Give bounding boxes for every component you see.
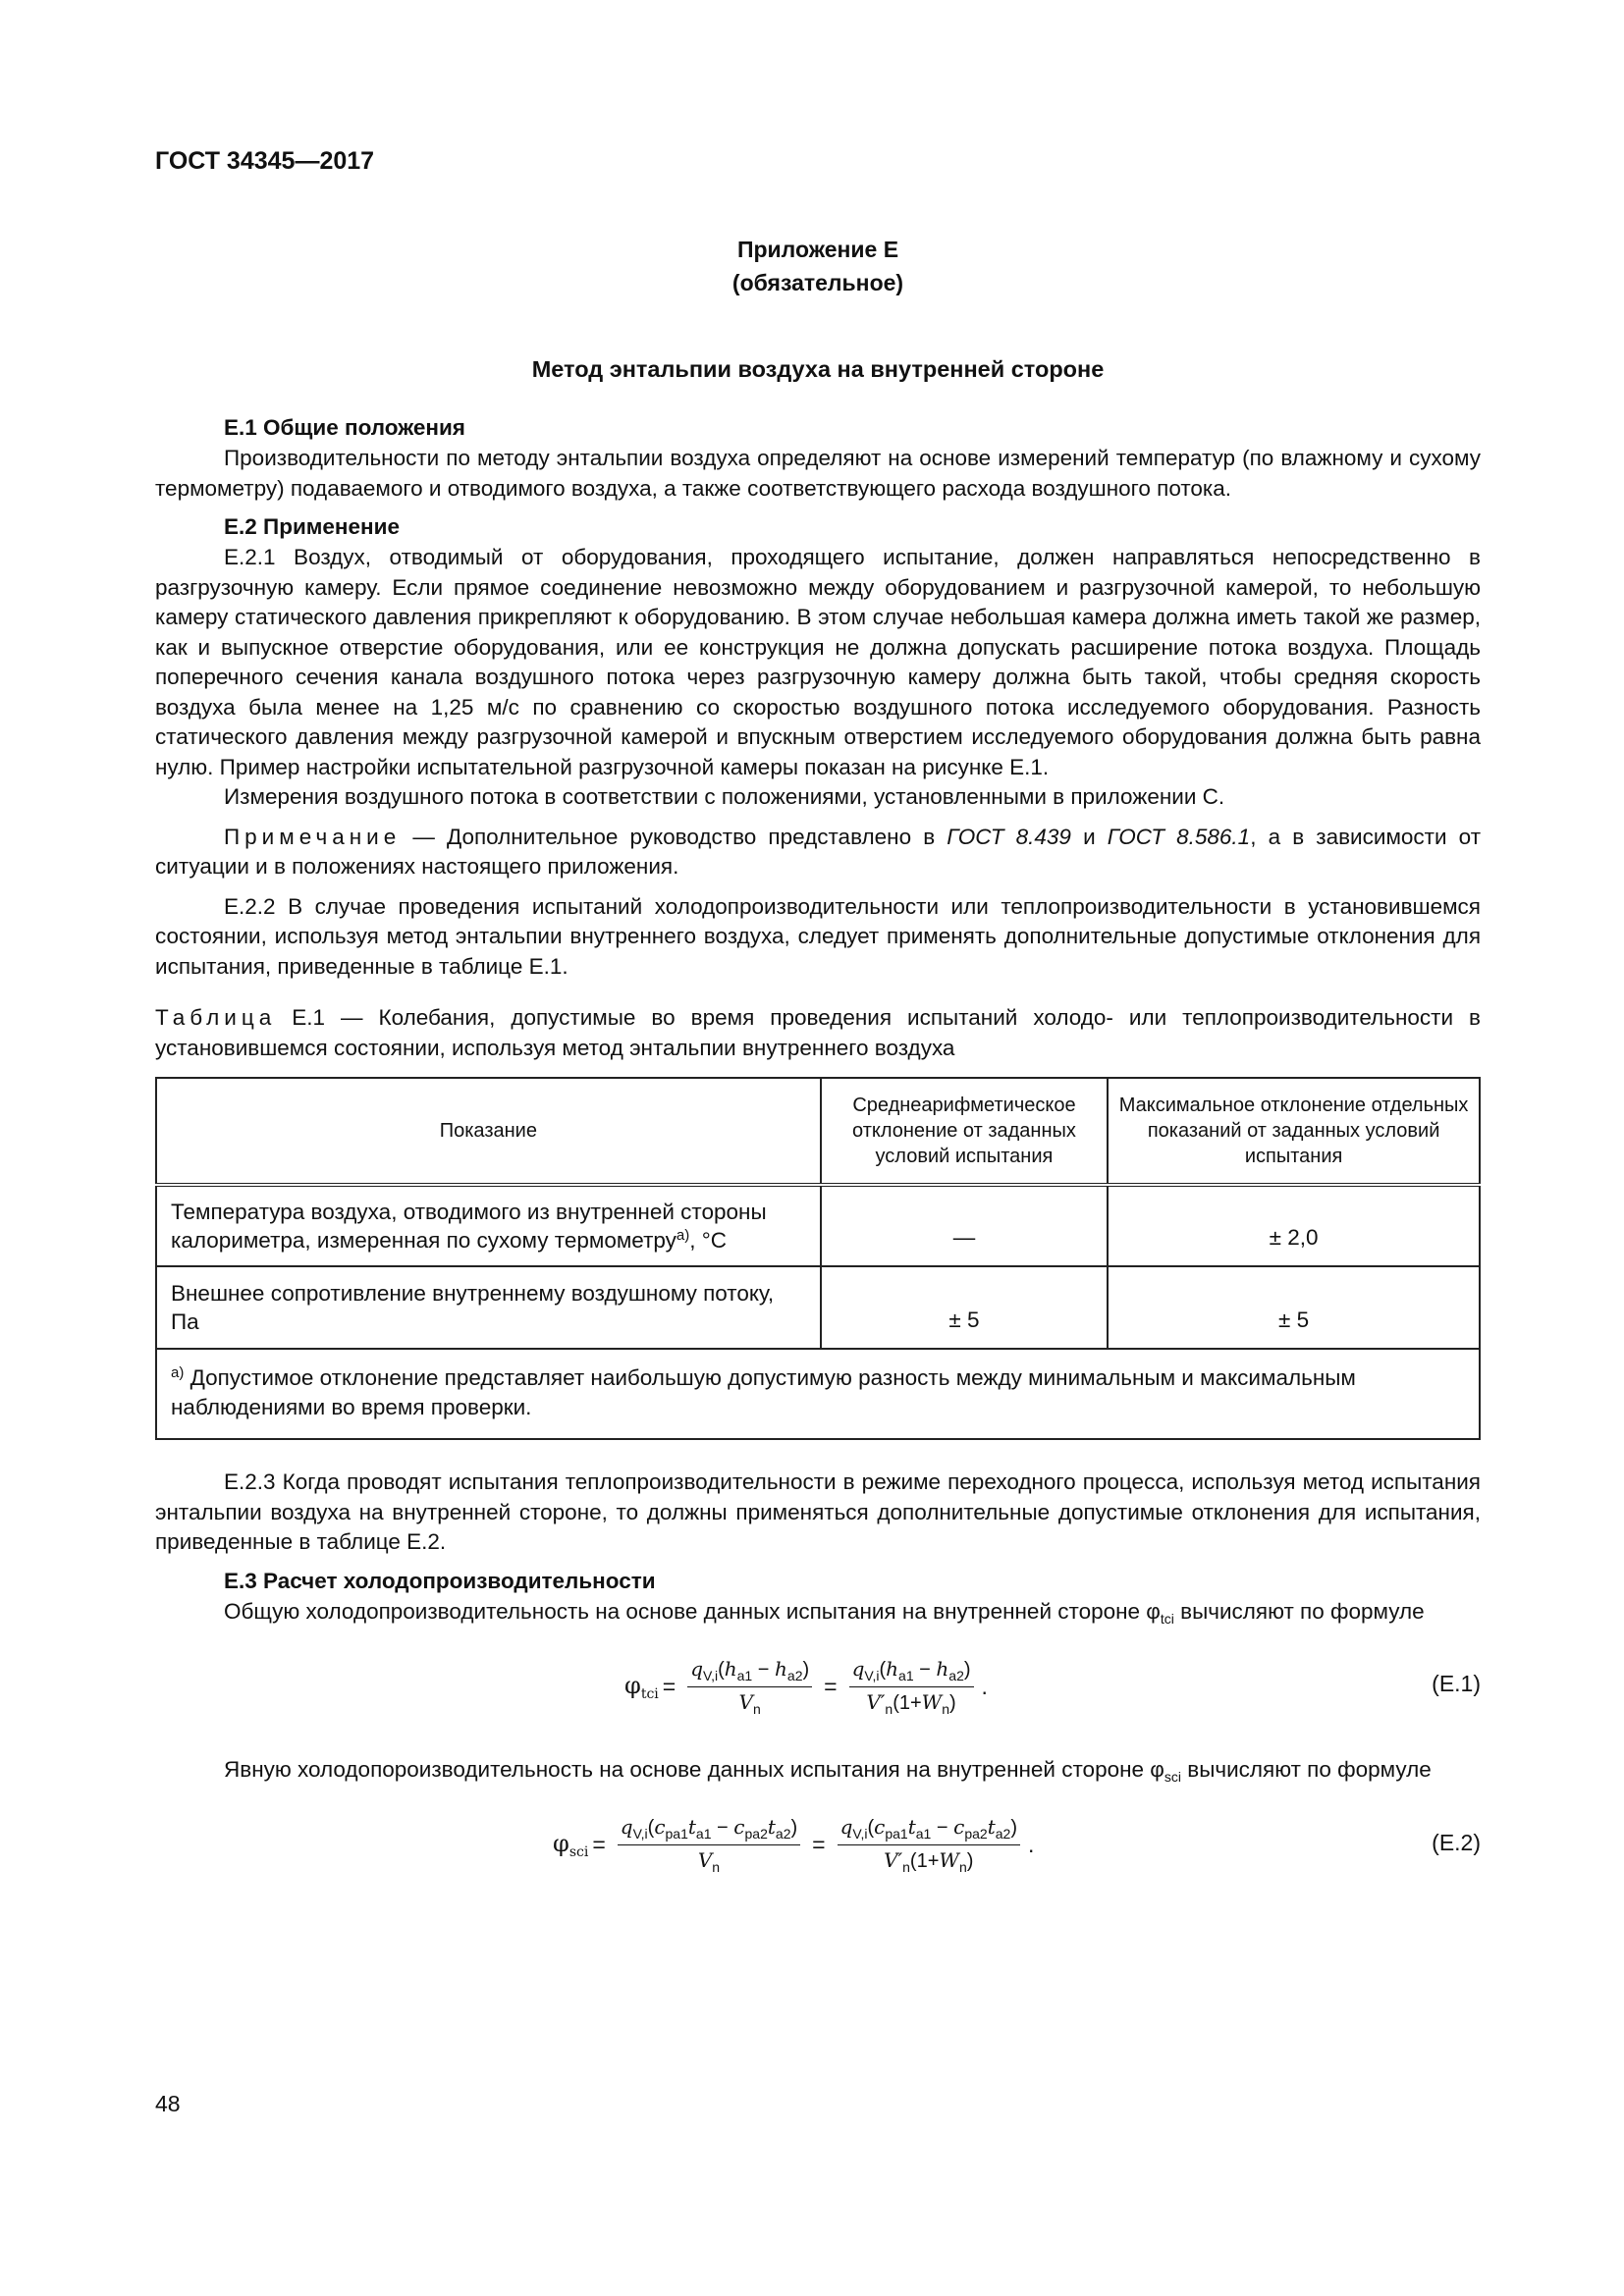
cell-max: ± 5 bbox=[1108, 1266, 1480, 1349]
header-max-deviation: Максимальное отклонение отдельных показаний от заданных условий испытания bbox=[1108, 1078, 1480, 1185]
heading-e2: Е.2 Применение bbox=[224, 514, 400, 539]
reading-text: Температура воздуха, отводимого из внутренней стороны калориметра, измеренная по сухому термометру bbox=[171, 1200, 767, 1253]
note-and: и bbox=[1070, 824, 1108, 849]
annex-title: Приложение Е bbox=[736, 237, 899, 262]
table-footnote bbox=[156, 1349, 1480, 1439]
note-label: Примечание bbox=[224, 824, 402, 849]
paragraph-e2-1-flow: Измерения воздушного потока в соответствии с положениями, установленными в приложении С. bbox=[224, 784, 1225, 809]
table-footnote-row bbox=[156, 1349, 1480, 1439]
note-paragraph bbox=[155, 823, 1481, 882]
annex-status: (обязательное) bbox=[731, 270, 904, 295]
table-row bbox=[156, 1266, 1480, 1349]
e3-p2-text: Явную холодопороизводительность на основе данных испытания на внутренней стороне φ bbox=[224, 1757, 1164, 1782]
e3-p2-subscript: sci bbox=[1164, 1769, 1182, 1785]
note-dash: — Дополнительное руководство представлено в bbox=[401, 824, 947, 849]
formula-e2 bbox=[155, 1806, 1481, 1885]
paragraph-e2-3: Е.2.3 Когда проводят испытания теплопроизводительности в режиме переходного процесса, используя метод испытания энтальпии воздуха на внутренней стороне, то должны применяться дополнительные допустимые отклонения для испытания, приведенные в таблице Е.2. bbox=[155, 1469, 1481, 1554]
footnote-text: Допустимое отклонение представляет наибольшую допустимую разность между минимальным и максимальным наблюдениями во время проверки. bbox=[171, 1365, 1356, 1419]
reading-unit: , °С bbox=[689, 1228, 727, 1253]
table-caption-label: Таблица bbox=[155, 1005, 277, 1030]
table-header-row bbox=[156, 1078, 1480, 1185]
cell-max: ± 2,0 bbox=[1108, 1185, 1480, 1266]
note-ref-gost-8-439: ГОСТ 8.439 bbox=[947, 824, 1071, 849]
header-mean-deviation: Среднеарифметическое отклонение от заданных условий испытания bbox=[821, 1078, 1109, 1185]
formula-e2-body: $\varphi_{sci}$ = $\frac{q_{V,i}(c_{pa1}t_{a1} - c_{pa2}t_{a2})}{V_n}$ = $\frac{q_{V,i}(c_{pa1}t_{a1} - c_{pa2}t_{a2})}{V'_n(1+W_n)}$ . bbox=[553, 1815, 1035, 1875]
header-reading: Показание bbox=[156, 1078, 821, 1185]
table-e1 bbox=[155, 1077, 1481, 1440]
equation-number-e1: (Е.1) bbox=[1432, 1671, 1481, 1696]
cell-reading: Внешнее сопротивление внутреннему воздушному потоку, Па bbox=[156, 1266, 821, 1349]
e3-p2-text-end: вычисляют по формуле bbox=[1181, 1757, 1432, 1782]
cell-mean: — bbox=[821, 1185, 1109, 1266]
table-caption bbox=[155, 1003, 1481, 1063]
note-ref-gost-8-586-1: ГОСТ 8.586.1 bbox=[1107, 824, 1251, 849]
paragraph-e2-2: Е.2.2 В случае проведения испытаний холодопроизводительности или теплопроизводительности в установившемся состоянии, используя метод энтальпии внутреннего воздуха, следует применять дополнительные допустимые отклонения для испытания, приведенные в таблице Е.1. bbox=[155, 893, 1481, 979]
cell-reading bbox=[156, 1185, 821, 1266]
paragraph-e1: Производительности по методу энтальпии воздуха определяют на основе измерений температур (по влажному и сухому термометру) подаваемого и отводимого воздуха, а также соответствующего расхода воздушного потока. bbox=[155, 446, 1481, 501]
page-number: 48 bbox=[155, 2091, 181, 2116]
paragraph-e2-1: Е.2.1 Воздух, отводимый от оборудования, проходящего испытание, должен направляться непосредственно в разгрузочную камеру. Если прямое соединение невозможно между оборудованием и разгрузочной камерой, то небольшую камеру статического давления прикрепляют к оборудованию. В этом случае небольшая камера должна иметь такой же размер, как и выпускное отверстие оборудования, или ее конструкция не должна допускать расширение потока воздуха. Площадь поперечного сечения канала воздушного потока через разгрузочную камеру должна быть такой, чтобы средняя скорость воздуха была менее на 1,25 м/с по сравнению со скоростью воздушного потока исследуемого оборудования. Разность статического давления между разгрузочной камерой и впускным отверстием исследуемого оборудования должна быть равна нулю. Пример настройки испытательной разгрузочной камеры показан на рисунке Е.1. bbox=[155, 545, 1481, 779]
paragraph-e3-2 bbox=[155, 1755, 1481, 1792]
e3-p1-subscript: tci bbox=[1160, 1610, 1174, 1627]
table-row bbox=[156, 1185, 1480, 1266]
document-page bbox=[155, 147, 1481, 1885]
cell-mean: ± 5 bbox=[821, 1266, 1109, 1349]
paragraph-e3-1 bbox=[155, 1597, 1481, 1634]
formula-e1-body: $\varphi_{tci}$ = $\frac{q_{V,i}(h_{a1} - h_{a2})}{V_n}$ = $\frac{q_{V,i}(h_{a1} - h_{a2})}{V'_n(1+W_n)}$ . bbox=[624, 1656, 988, 1717]
table-caption-text: Е.1 — Колебания, допустимые во время проведения испытаний холодо- или теплопроизводительности в установившемся состоянии, используя метод энтальпии внутреннего воздуха bbox=[155, 1005, 1481, 1060]
note-rest: , а в зависимости от ситуации и в положениях настоящего приложения. bbox=[155, 824, 1481, 879]
footnote-ref: а) bbox=[676, 1227, 690, 1244]
e3-p1-text: Общую холодопроизводительность на основе данных испытания на внутренней стороне φ bbox=[224, 1598, 1161, 1624]
heading-e1: Е.1 Общие положения bbox=[224, 415, 465, 440]
document-code: ГОСТ 34345—2017 bbox=[155, 147, 375, 175]
equation-number-e2: (Е.2) bbox=[1432, 1829, 1481, 1855]
heading-e3: Е.3 Расчет холодопроизводительности bbox=[224, 1568, 656, 1593]
section-title: Метод энтальпии воздуха на внутренней стороне bbox=[531, 356, 1105, 382]
formula-e1 bbox=[155, 1647, 1481, 1726]
e3-p1-text-end: вычисляют по формуле bbox=[1173, 1598, 1425, 1624]
footnote-mark: а) bbox=[171, 1364, 185, 1381]
